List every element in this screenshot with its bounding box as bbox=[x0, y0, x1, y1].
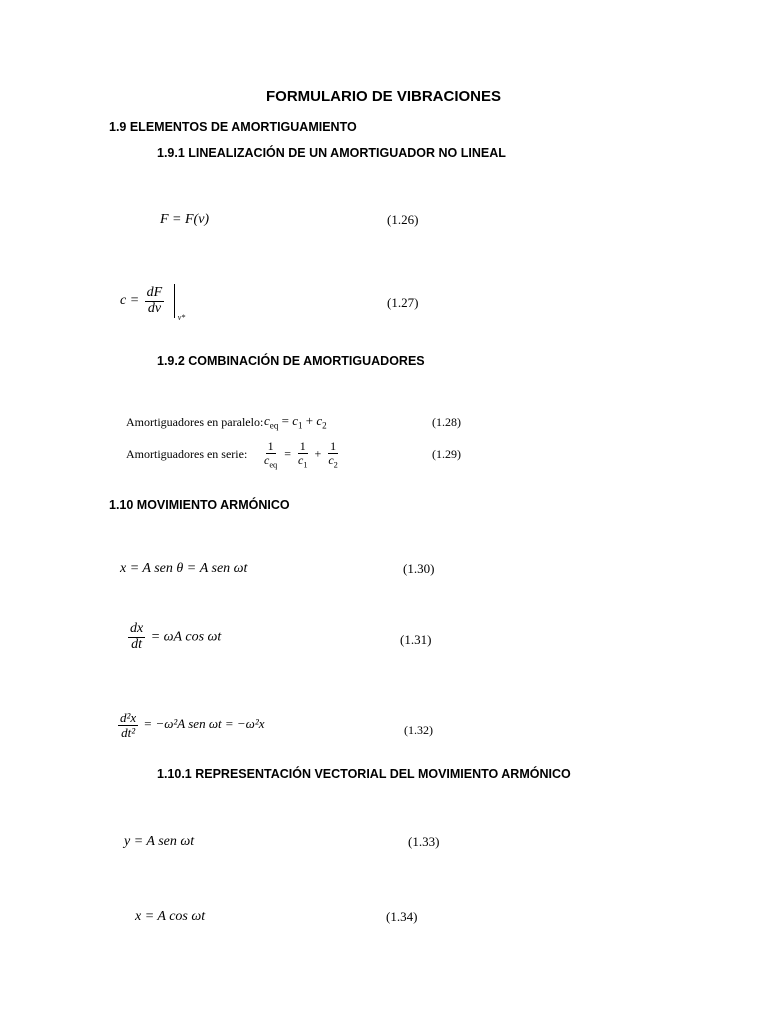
equation-1-32-fraction bbox=[118, 711, 138, 739]
equation-1-29-label: Amortiguadores en serie: bbox=[126, 447, 248, 461]
equation-1-34: x = A cos ωt bbox=[135, 909, 206, 924]
equation-1-29-equals: = bbox=[284, 446, 292, 461]
equation-number-1-34: (1.34) bbox=[386, 909, 418, 924]
equation-1-29-frac-lhs: $\frac{1}{c_{eq}}$ bbox=[264, 439, 278, 469]
section-heading-1-10-1: 1.10.1 REPRESENTACIÓN VECTORIAL DEL MOVIMIENTO ARMÓNICO bbox=[157, 767, 571, 781]
equation-1-27-den: dv bbox=[147, 300, 162, 316]
equation-number-1-26: (1.26) bbox=[387, 212, 419, 227]
equation-1-31-fraction bbox=[128, 622, 145, 652]
equation-1-29 bbox=[260, 440, 342, 470]
equation-1-32-num: d²x bbox=[120, 710, 137, 725]
equation-1-28-equals: = bbox=[281, 413, 289, 428]
equation-1-28-c1: $c_1$ bbox=[292, 413, 303, 431]
equation-number-1-33: (1.33) bbox=[408, 834, 440, 849]
equation-1-33: y = A sen ωt bbox=[124, 834, 195, 849]
section-heading-1-10: 1.10 MOVIMIENTO ARMÓNICO bbox=[109, 498, 290, 512]
equation-1-31-rhs: = ωA cos ωt bbox=[150, 629, 222, 645]
equation-1-31 bbox=[126, 622, 221, 652]
equation-1-28-c2: $c_2$ bbox=[316, 413, 327, 431]
section-heading-1-9: 1.9 ELEMENTOS DE AMORTIGUAMIENTO bbox=[109, 120, 357, 134]
equation-1-27 bbox=[120, 284, 186, 322]
equation-number-1-29: (1.29) bbox=[432, 447, 461, 461]
section-heading-1-9-1: 1.9.1 LINEALIZACIÓN DE UN AMORTIGUADOR NO LINEAL bbox=[157, 146, 506, 160]
equation-1-31-den: dt bbox=[131, 636, 143, 652]
equation-1-32 bbox=[116, 711, 265, 739]
equation-1-26: F = F(v) bbox=[160, 212, 210, 227]
equation-1-27-eval-bar bbox=[174, 284, 186, 322]
equation-1-29-plus: + bbox=[314, 446, 322, 461]
equation-1-28 bbox=[264, 413, 327, 431]
equation-1-32-rhs: = −ω²A sen ωt = −ω²x bbox=[143, 716, 265, 732]
section-heading-1-9-2: 1.9.2 COMBINACIÓN DE AMORTIGUADORES bbox=[157, 354, 425, 368]
equation-1-27-fraction bbox=[145, 286, 165, 316]
equation-number-1-31: (1.31) bbox=[400, 632, 432, 647]
equation-1-27-lhs: c = bbox=[120, 293, 140, 309]
equation-1-31-num: dx bbox=[130, 621, 144, 636]
equation-1-30: x = A sen θ = A sen ωt bbox=[120, 561, 248, 576]
equation-1-28-label: Amortiguadores en paralelo: bbox=[126, 415, 264, 429]
equation-1-32-den: dt² bbox=[121, 724, 136, 740]
equation-number-1-28: (1.28) bbox=[432, 415, 461, 429]
equation-1-28-c-eq: $c_{eq}$ bbox=[264, 413, 279, 431]
equation-1-27-num: dF bbox=[146, 284, 163, 300]
equation-number-1-27: (1.27) bbox=[387, 295, 419, 310]
page-title: FORMULARIO DE VIBRACIONES bbox=[266, 88, 502, 105]
equation-1-28-plus: + bbox=[305, 413, 314, 428]
equation-1-27-eval-point: v* bbox=[177, 313, 186, 322]
equation-1-29-frac-2: $\frac{1}{c_2}$ bbox=[328, 439, 338, 469]
equation-1-29-frac-1: $\frac{1}{c_1}$ bbox=[298, 439, 308, 469]
equation-number-1-32: (1.32) bbox=[404, 723, 433, 737]
equation-number-1-30: (1.30) bbox=[403, 561, 435, 576]
